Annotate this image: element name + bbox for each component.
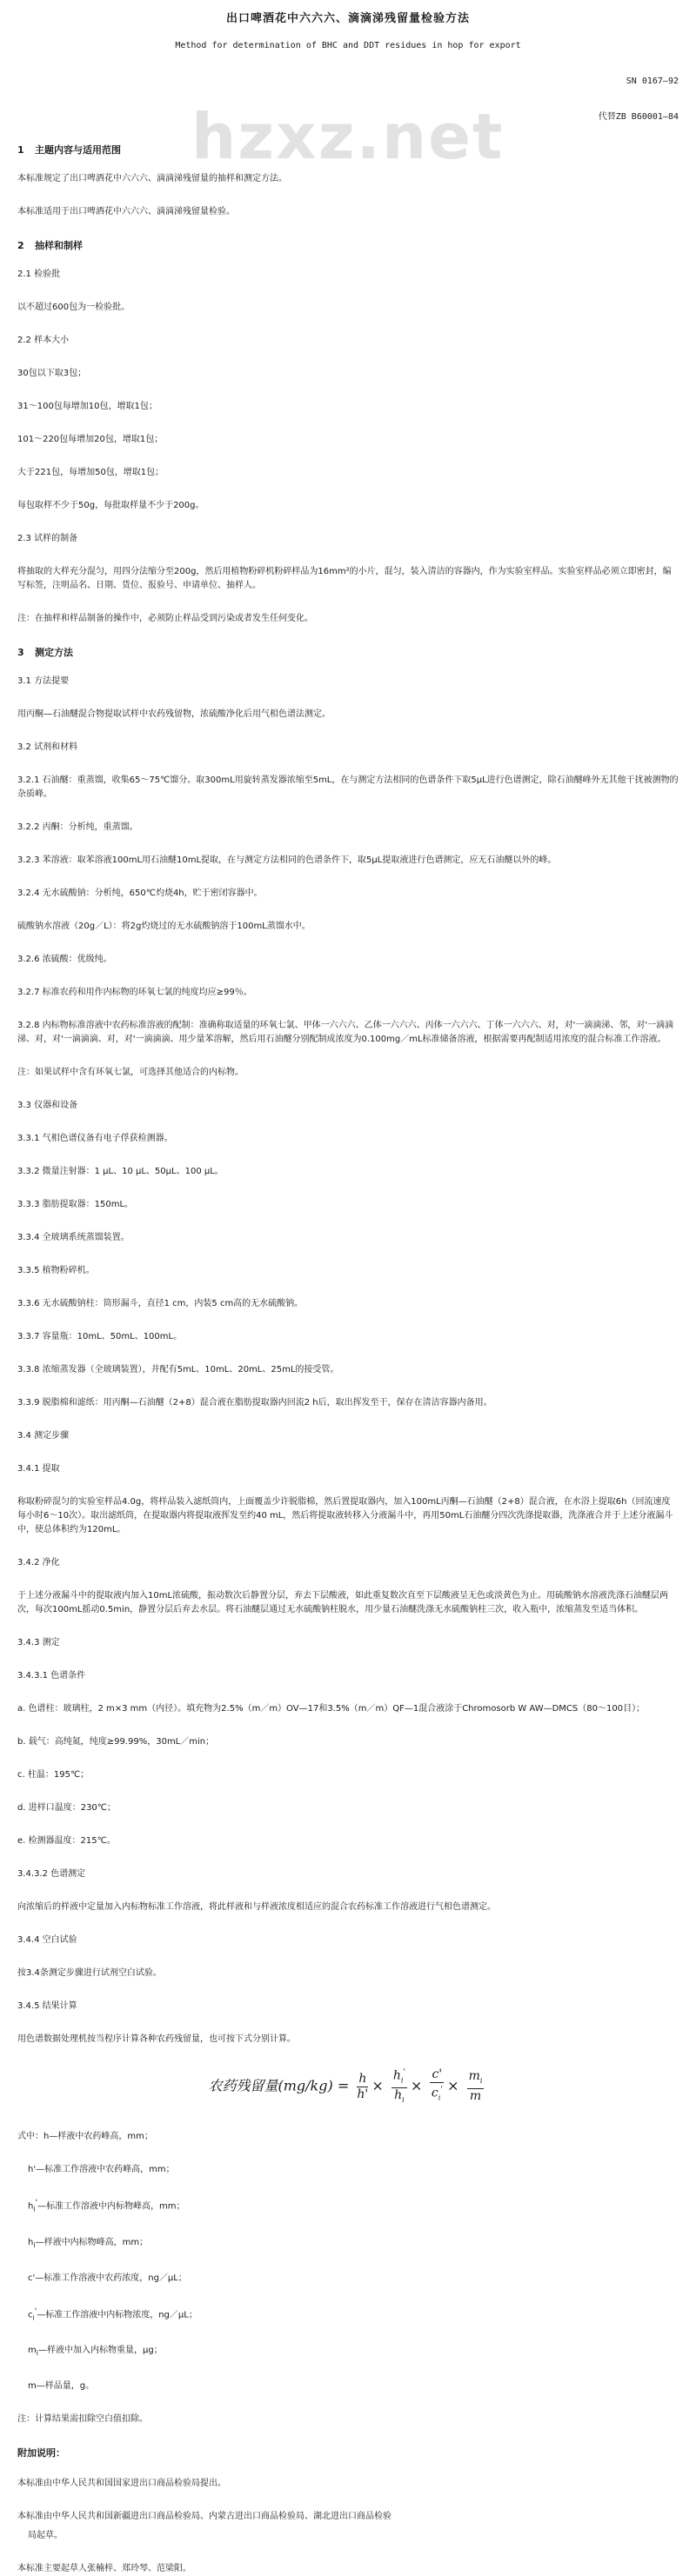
paragraph: 3.2.4 无水硫酸钠：分析纯，650℃灼烧4h，贮于密闭容器中。 — [17, 889, 263, 898]
definition-text: —样液中内标物峰高，mm； — [35, 2237, 149, 2247]
standard-number: SN 0167—92 — [626, 77, 679, 86]
additional-notes-heading: 附加说明： — [17, 2446, 65, 2459]
paragraph: 3.3.8 浓缩蒸发器（全玻璃装置），并配有5mL、10mL、20mL、25mL的接受管。 — [17, 1365, 339, 1375]
superscript: ' — [403, 2068, 405, 2077]
subsection-heading: 3.4.3 测定 — [17, 1638, 60, 1647]
section-1-heading — [17, 143, 679, 156]
numerator: h — [358, 2071, 367, 2086]
section-number: 2 — [17, 240, 24, 251]
symbol: h — [392, 2068, 401, 2083]
subsection-heading: 3.1 方法提要 — [17, 676, 70, 686]
paragraph: 3.3.6 无水硫酸钠柱：筒形漏斗，直径1 cm，内装5 cm高的无水硫酸钠。 — [17, 1299, 304, 1308]
variable-definition: h'—标准工作溶液中农药峰高，mm； — [28, 2165, 175, 2175]
paragraph: 本标准由中华人民共和国国家进出口商品检验局提出。 — [17, 2478, 226, 2488]
paragraph: 3.3.3 脂肪提取器：150mL。 — [17, 1200, 134, 1209]
list-item: b. 载气：高纯氮，纯度≥99.99%，30mL／min； — [17, 1737, 215, 1747]
subsection-heading: 2.2 样本大小 — [17, 336, 70, 345]
variable-definition — [28, 2344, 679, 2360]
paragraph: 3.2.7 标准农药和用作内标物的环氧七氯的纯度均应≥99％。 — [17, 988, 252, 997]
formula-lhs: 农药残留量(mg/kg) = — [208, 2077, 350, 2094]
subscript: i — [402, 2096, 405, 2105]
subscript: i — [33, 2240, 36, 2249]
superscript: ' — [35, 2199, 38, 2208]
symbol: h — [28, 2201, 34, 2212]
variable-definition: c'—标准工作溶液中农药浓度，ng／μL； — [28, 2273, 187, 2283]
paragraph: 用色谱数据处理机按当程序计算各种农药残留量，也可按下式分别计算。 — [17, 2034, 296, 2044]
subsection-heading: 3.4.1 提取 — [17, 1464, 60, 1474]
definition-text: —标准工作溶液中内标物浓度，ng／μL； — [37, 2309, 197, 2320]
symbol: h — [28, 2237, 34, 2247]
paragraph: 按3.4条测定步骤进行试剂空白试验。 — [17, 1968, 162, 1978]
numerator: c' — [432, 2067, 443, 2082]
paragraph: 硫酸钠水溶液（20g／L）：将2g灼烧过的无水硫酸钠溶于100mL蒸馏水中。 — [17, 922, 311, 931]
paragraph: 3.2.1 石油醚：重蒸馏，收集65～75℃馏分。取300mL用旋转蒸发器浓缩至5mL，在与测定方法相同的色谱条件下取5μL进行色谱测定，除石油醚峰外无其他干扰被测物的杂质峰。 — [17, 775, 679, 799]
subscript: i — [438, 2093, 441, 2102]
paragraph: 向浓缩后的样液中定量加入内标物标准工作溶液，将此样液和与样液浓度相适应的混合农药标准工作溶液进行气相色谱测定。 — [17, 1902, 496, 1912]
paragraph: 3.3.4 全玻璃系统蒸馏装置。 — [17, 1233, 130, 1242]
section-number: 3 — [17, 647, 24, 658]
paragraph: 以不超过600包为一检验批。 — [17, 303, 130, 312]
denominator: m — [469, 2089, 482, 2104]
subsection-heading: 3.4.2 净化 — [17, 1558, 60, 1568]
paragraph: 3.3.9 脱脂棉和滤纸：用丙酮—石油醚（2+8）混合液在脂肪提取器内回流2 h后，取出挥发至干，保存在清洁容器内备用。 — [17, 1398, 492, 1408]
subsection-heading: 3.4.4 空白试验 — [17, 1935, 77, 1945]
paragraph: 3.2.3 苯溶液：取苯溶液100mL用石油醚10mL提取，在与测定方法相同的色谱条件下，取5μL提取液进行色谱测定，应无石油醚以外的峰。 — [17, 855, 557, 865]
subsection-heading: 2.1 检验批 — [17, 270, 61, 279]
replaces-standard: 代替ZB B60001—84 — [598, 112, 679, 122]
paragraph: 局起草。 — [28, 2530, 63, 2540]
paragraph: 3.3.2 微量注射器：1 μL、10 μL、50μL、100 μL。 — [17, 1167, 224, 1176]
paragraph: 3.3.7 容量瓶：10mL、50mL、100mL。 — [17, 1332, 183, 1341]
numerator — [467, 2069, 485, 2089]
list-item: e. 检测器温度：215℃。 — [17, 1836, 116, 1846]
subsection-heading: 3.4 测定步骤 — [17, 1431, 70, 1441]
paragraph: 3.2.6 浓硫酸：优级纯。 — [17, 955, 112, 964]
subsection-heading: 3.4.5 结果计算 — [17, 2001, 77, 2011]
paragraph: 于上述分液漏斗中的提取液内加入10mL浓硫酸，振动数次后静置分层，弃去下层酸液，如此重复数次直至下层酸液呈无色或淡黄色为止。用硫酸钠水溶液洗涤石油醚层两次，每次100mL摇动0.5min，静置分层后弃去水层。将石油醚层通过无水硫酸钠柱脱水，用少量石油醚洗涤无水硫酸钠柱三次，收入瓶中，浓缩蒸发至适当体积。 — [17, 1591, 669, 1614]
residue-formula: 农药残留量(mg/kg) = $\frac{h}{h'}$ × $\frac{h_i'}{h_i}$ × $\frac{c'}{c_i'}$ × $\frac{m_i}{m}$ — [17, 2066, 679, 2107]
paragraph: 3.2.8 内标物标准溶液中农药标准溶液的配制：准确称取适量的环氧七氯、甲体一六六六、乙体一六六六、丙体一六六六、丁体一六六六、对，对'一滴滴涕、邻，对'一滴滴涕、对，对'一滴滴滴、对，对'一滴滴滴、用少量苯溶解，然后用石油醚分别配制成浓度为0.100mg／mL标准储备溶液，根据需要再配制适用浓度的混合标准工作溶液。 — [17, 1021, 674, 1044]
list-item: 31～100包每增加10包，增取1包； — [17, 402, 157, 411]
definition-text: —样液中加入内标物重量，μg； — [37, 2345, 163, 2355]
section-title: 测定方法 — [35, 647, 73, 658]
symbol: m — [28, 2345, 37, 2355]
subsection-heading: 2.3 试样的制备 — [17, 534, 78, 543]
definition-text: —标准工作溶液中内标物峰高，mm； — [37, 2201, 185, 2212]
paragraph: 本标准规定了出口啤酒花中六六六、滴滴涕残留量的抽样和测定方法。 — [17, 174, 287, 183]
symbol: c — [431, 2087, 438, 2101]
superscript: ' — [34, 2306, 37, 2316]
list-item: 101～220包每增加20包，增取1包； — [17, 435, 164, 444]
variable-definition — [28, 2305, 679, 2325]
list-item: d. 进样口温度：230℃； — [17, 1803, 117, 1813]
variable-definition — [28, 2196, 679, 2216]
fraction — [392, 2066, 407, 2107]
variable-definition: m—样品量，g。 — [28, 2380, 95, 2391]
symbol: h — [394, 2088, 403, 2103]
paragraph: 用丙酮—石油醚混合物提取试样中农药残留物，浓硫酸净化后用气相色谱法测定。 — [17, 709, 331, 719]
symbol: c — [28, 2309, 33, 2320]
watermark: hzxz.net — [191, 100, 505, 173]
paragraph: 本标准主要起草人张楠梓、郑玲琴、范梁阳。 — [17, 2563, 191, 2573]
fraction — [467, 2069, 485, 2104]
variable-definition — [28, 2236, 679, 2253]
paragraph: 本标准由中华人民共和国新疆进出口商品检验局、内蒙古进出口商品检验局、湖北进出口商品检验 — [17, 2511, 392, 2521]
section-title: 抽样和制样 — [35, 240, 83, 251]
fraction — [357, 2072, 368, 2102]
list-item: 每包取样不少于50g，每批取样量不少于200g。 — [17, 501, 204, 510]
denominator — [432, 2083, 443, 2105]
list-item: 30包以下取3包； — [17, 369, 87, 378]
paragraph: 3.3.1 气相色谱仪备有电子俘获检测器。 — [17, 1134, 173, 1143]
document-page — [17, 0, 679, 2576]
fraction — [430, 2067, 444, 2105]
paragraph: 称取粉碎混匀的实验室样品4.0g，将样品装入滤纸筒内，上面覆盖少许脱脂棉，然后置提取器内，加入100mL丙酮—石油醚（2+8）混合液，在水浴上提取6h（回流速度每小时6～10次）。取出滤纸筒，在提取器内将提取液挥发至约40 mL，然后将提取液转移入分液漏斗中，再用50mL石油醚分四次洗涤提取器，洗涤液合并于上述分液漏斗中，使总体积约为120mL。 — [17, 1497, 673, 1534]
subscript: i — [400, 2076, 404, 2085]
paragraph: 3.2.2 丙酮：分析纯，重蒸馏。 — [17, 822, 138, 832]
variable-definition: 式中：h—样液中农药峰高，mm； — [17, 2132, 153, 2142]
note: 注：计算结果需扣除空白值扣除。 — [17, 2413, 148, 2424]
subscript: i — [479, 2077, 483, 2086]
document-subtitle: Method for determination of BHC and DDT residues in hop for export — [175, 41, 521, 50]
document-title: 出口啤酒花中六六六、滴滴涕残留量检验方法 — [225, 12, 470, 25]
symbol: m — [468, 2069, 480, 2084]
paragraph: 本标准适用于出口啤酒花中六六六、滴滴涕残留量检验。 — [17, 207, 235, 216]
list-item: c. 柱温：195℃； — [17, 1770, 90, 1780]
note: 注：如果试样中含有环氧七氯，可选择其他适合的内标物。 — [17, 1068, 244, 1077]
subscript: i — [32, 2313, 35, 2321]
subscript: i — [36, 2348, 38, 2357]
subsection-heading: 3.2 试剂和材料 — [17, 742, 78, 752]
subsection-heading: 3.3 仪器和设备 — [17, 1101, 78, 1110]
section-number: 1 — [17, 144, 24, 156]
section-2-heading — [17, 238, 679, 252]
subsection-heading: 3.4.3.2 色谱测定 — [17, 1869, 86, 1879]
superscript: ' — [440, 2086, 443, 2095]
numerator — [392, 2066, 407, 2088]
section-title: 主题内容与适用范围 — [35, 144, 121, 156]
denominator: h' — [357, 2087, 369, 2101]
note: 注：在抽样和样品制备的操作中，必须防止样品受到污染或者发生任何变化。 — [17, 614, 313, 623]
list-item: a. 色谱柱：玻璃柱，2 m×3 mm（内径）。填充物为2.5%（m／m）OV—17和3.5%（m／m）QF—1混合液涂于Chromosorb W AW—DMCS（80～100目）； — [17, 1704, 646, 1714]
section-3-heading — [17, 645, 679, 659]
paragraph: 3.3.5 植物粉碎机。 — [17, 1266, 95, 1275]
paragraph: 将抽取的大样充分混匀，用四分法缩分至200g，然后用植物粉碎机粉碎样品为16mm²的小片，混匀，装入清洁的容器内，作为实验室样品。实验室样品必须立即密封，编写标签，注明品名、日期、货位、报验号、申请单位、抽样人。 — [17, 567, 672, 590]
denominator — [394, 2088, 405, 2107]
list-item: 大于221包，每增加50包，增取1包； — [17, 468, 164, 477]
subscript: i — [33, 2205, 36, 2213]
subsection-heading: 3.4.3.1 色谱条件 — [17, 1671, 86, 1681]
